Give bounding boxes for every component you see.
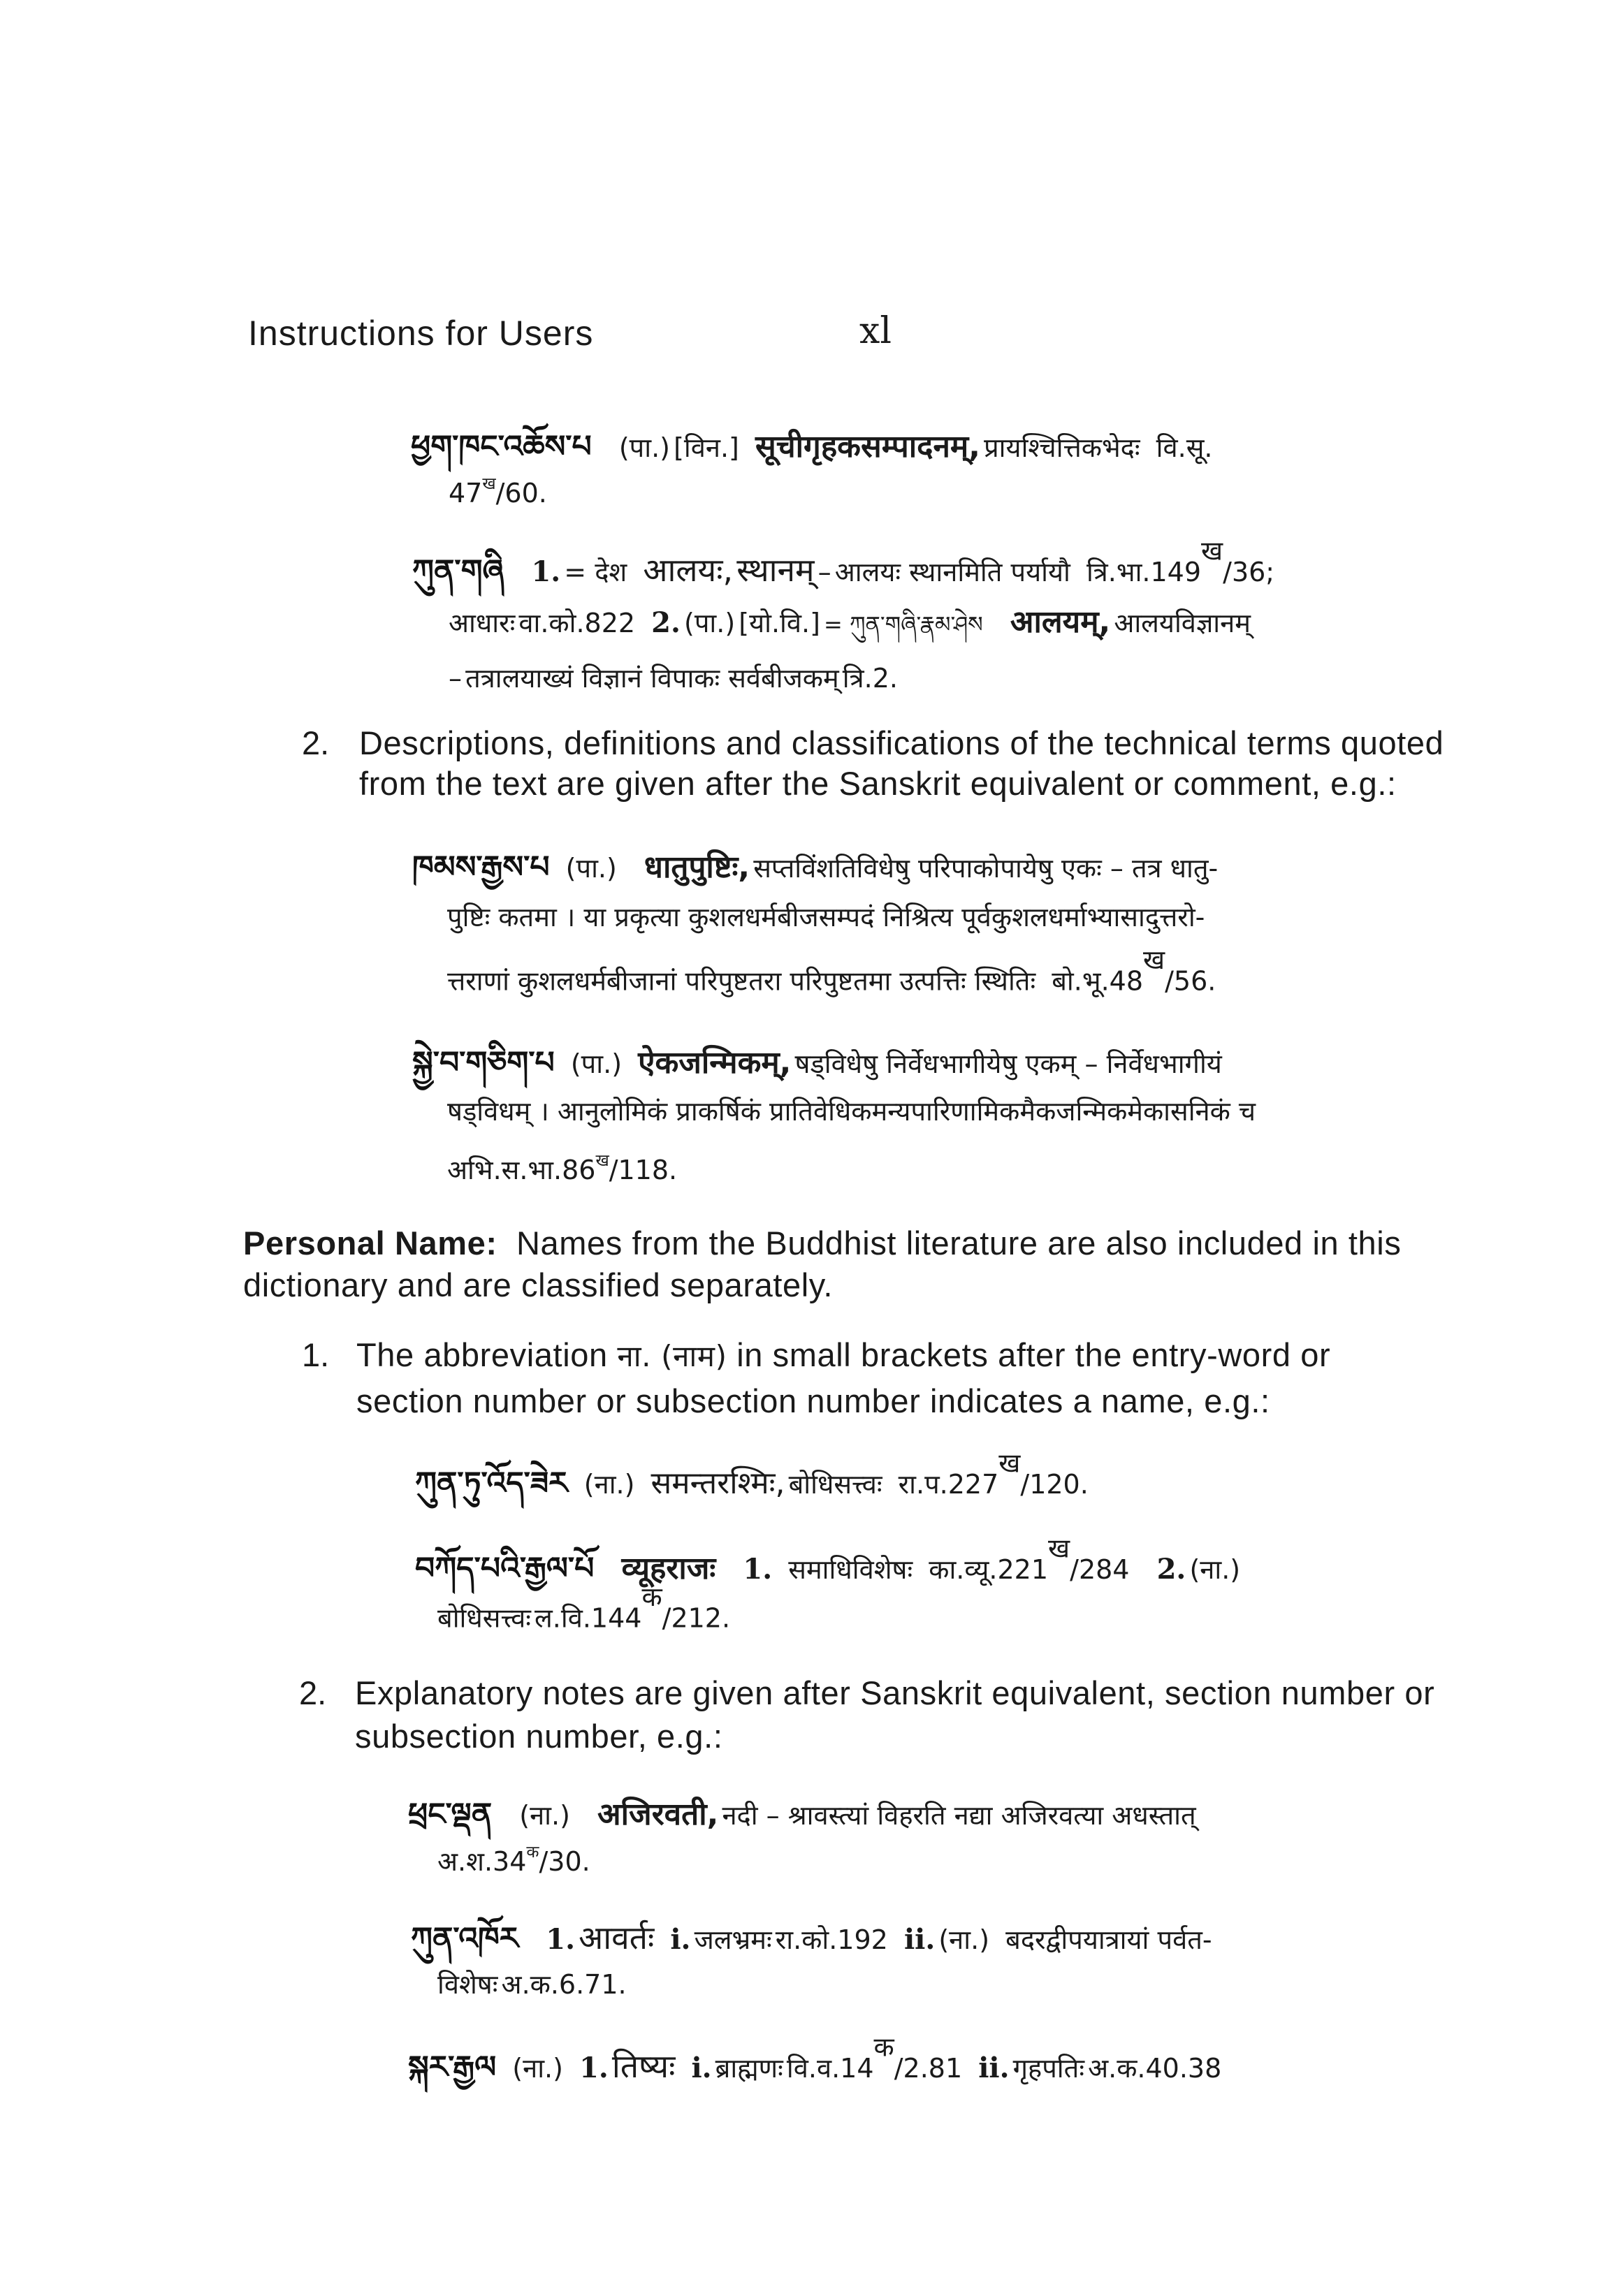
sanskrit-equivalent: धातुपुष्टिः, xyxy=(644,849,750,885)
entry-suchigrha-ref: $47^ख/60$. xyxy=(449,474,547,509)
entry-dhatupushti: ཁམས་རྒྱས་པ (पा.) धातुपुष्टिः, सप्तविंशतिविधेषु परिपाकोपायेषु एकः – तत्र धातु- xyxy=(412,849,1219,885)
pn-item2-line1: Explanatory notes are given after Sanskrit equivalent, section number or xyxy=(355,1674,1435,1711)
entry-avarta-line2: विशेषः अ.क.6.71. xyxy=(437,1969,627,2000)
running-title: Instructions for Users xyxy=(248,314,594,353)
entry-dhatupushti-line2: पुष्टिः कतमा । या प्रकृत्या कुशलधर्मबीजसम्पदं निश्रित्य पूर्वकुशलधर्माभ्यासादुत्तरो- xyxy=(447,902,1205,933)
entry-alaya: ཀུན་གཞི 1. = देश आलयः, स्थानम् – आलयः स्थानमिति पर्यायौ $त्रि.भा.149^ख/36$; xyxy=(412,535,1275,589)
personal-name-intro-line1: Personal Name: Names from the Buddhist literature are also included in this xyxy=(243,1224,1402,1262)
tibetan-headword: བཀོད་པའི་རྒྱལ་པོ xyxy=(415,1551,595,1586)
sanskrit-equivalent: आवर्तः xyxy=(579,1919,655,1957)
entry-vyuharaja-line2: बोधिसत्त्वः $ल.वि.144^क/212$. xyxy=(437,1581,731,1634)
item2-text-line2: from the text are given after the Sanskrit equivalent or comment, e.g.: xyxy=(359,765,1397,802)
item-number: 2. xyxy=(302,724,330,761)
pn-item2-line2: subsection number, e.g.: xyxy=(355,1718,723,1755)
sanskrit-equivalent: समन्तरश्मिः, xyxy=(650,1465,785,1501)
tibetan-headword: ཀུན་འཁོར xyxy=(411,1921,519,1957)
entry-aikajanmikam: སྐྱེ་བ་གཅིག་པ (पा.) ऐकजन्मिकम्, षड्विधेषु निर्वेधभागीयेषु एकम् – निर्वेधभागीयं xyxy=(412,1045,1222,1081)
tibetan-headword: སྐྱེ་བ་གཅིག་པ xyxy=(412,1045,555,1081)
item-number: 2. xyxy=(299,1674,327,1711)
entry-dhatupushti-line3: त्तराणां कुशलधर्मबीजानां परिपुष्टतरा परिपुष्टतमा उत्पत्तिः स्थितिः $बो.भू.48^ख/56$. xyxy=(447,944,1216,997)
entry-alaya-line2: आधारः वा.को.822 2. (पा.) [यो.वि.] = ཀུན་གཞི་རྣམ་ཤེས आलयम्, आलयविज्ञानम् xyxy=(449,604,1251,640)
entry-ajiravati: ཕྲང་ལྡན (ना.) अजिरवती, नदी – श्रावस्त्यां विहरति नद्या अजिरवत्या अधस्तात् xyxy=(408,1797,1196,1832)
sanskrit-equivalent: ऐकजन्मिकम्, xyxy=(638,1045,792,1081)
item2-text-line1: Descriptions, definitions and classifications of the technical terms quoted xyxy=(359,724,1444,761)
sanskrit-equivalent: अजिरवती, xyxy=(597,1797,719,1832)
entry-tishya: སྐར་རྒྱལ (ना.) 1. तिष्यः i. ब्राह्मणः $वि.व.14^क/2.81$ ii. गृहपतिः अ.क.40.38 xyxy=(408,2031,1222,2085)
entry-suchigrha: ཕྱག་ཁང་འཆོས་པ (पा.) [विन.] सूचीगृहकसम्पादनम्, प्रायश्चित्तिकभेदः वि.सू. xyxy=(411,429,1213,465)
section-heading: Personal Name: xyxy=(243,1224,497,1262)
personal-name-intro-line2: dictionary and are classified separately. xyxy=(243,1266,834,1303)
pn-item1-line2: section number or subsection number indicates a name, e.g.: xyxy=(356,1382,1270,1419)
sanskrit-equivalent: व्यूहराजः xyxy=(621,1551,716,1586)
tibetan-headword: ཕྲང་ལྡན xyxy=(408,1797,493,1832)
entry-ajiravati-ref: $अ.श.34^क/30$. xyxy=(437,1842,590,1877)
pn-item1-line1: The abbreviation ना. (नाम) in small brackets after the entry-word or xyxy=(356,1336,1331,1373)
sanskrit-equivalent: तिष्यः xyxy=(611,2047,676,2085)
entry-vyuharaja: བཀོད་པའི་རྒྱལ་པོ व्यूहराजः 1. समाधिविशेषः $का.व्यू.221^ख/284$ 2. (ना.) xyxy=(415,1533,1241,1586)
entry-aikajanmikam-line2: षड्विधम् । आनुलोमिकं प्राकर्षिकं प्रातिवेधिकमन्यपारिणामिकमैकजन्मिकमेकासनिकं च xyxy=(447,1096,1256,1127)
entry-aikajanmikam-ref: $अभि.स.भा.86^ख/118$. xyxy=(447,1150,678,1185)
entry-alaya-line3: – तत्रालयाख्यं विज्ञानं विपाकः सर्वबीजकम् त्रि.2. xyxy=(449,663,898,694)
tibetan-headword: ཀུན་ཏུ་འོད་ཟེར xyxy=(415,1465,568,1501)
sanskrit-equivalent: सूचीगृहकसम्पादनम्, xyxy=(755,429,980,465)
tibetan-headword: ཕྱག་ཁང་འཆོས་པ xyxy=(411,429,592,465)
entry-avarta: ཀུན་འཁོར 1. आवर्तः i. जलभ्रमः रा.को.192 ii. (ना.) बदरद्वीपयात्रायां पर्वत- xyxy=(411,1919,1212,1957)
page-folio: xl xyxy=(859,310,892,352)
tibetan-headword: ཀུན་གཞི xyxy=(412,553,504,589)
tibetan-headword: ཁམས་རྒྱས་པ xyxy=(412,849,550,885)
entry-samantarashmi: ཀུན་ཏུ་འོད་ཟེར (ना.) समन्तरश्मिः, बोधिसत्त्वः $रा.प.227^ख/120$. xyxy=(415,1447,1089,1501)
tibetan-headword: སྐར་རྒྱལ xyxy=(408,2049,497,2085)
item-number: 1. xyxy=(302,1336,330,1373)
